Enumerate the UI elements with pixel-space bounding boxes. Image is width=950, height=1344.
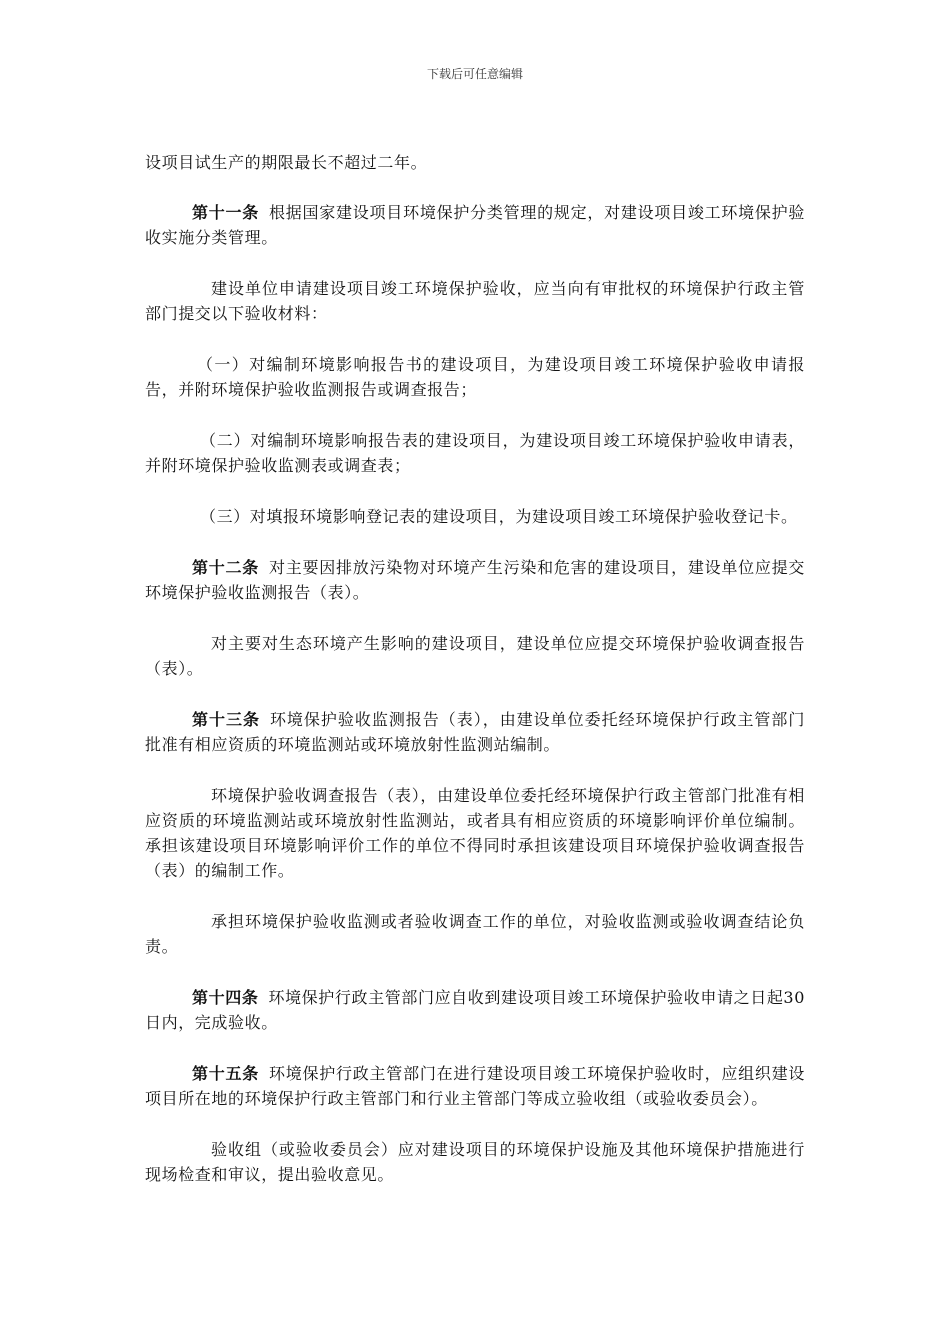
article-14 xyxy=(145,985,805,1035)
paragraph-text: （二）对编制环境影响报告表的建设项目，为建设项目竣工环境保护验收申请表，并附环境保护验收监测表或调查表； xyxy=(145,431,805,475)
paragraph-continuation xyxy=(145,150,805,175)
article-number: 第十四条 xyxy=(192,988,259,1007)
paragraph-text: 设项目试生产的期限最长不超过二年。 xyxy=(145,153,428,172)
article-number: 第十二条 xyxy=(192,558,260,577)
article-number: 第十一条 xyxy=(192,203,260,222)
paragraph-responsibility xyxy=(145,909,805,959)
paragraph-ecology xyxy=(145,631,805,681)
paragraph-text: 环境保护行政主管部门应自收到建设项目竣工环境保护验收申请之日起30日内，完成验收。 xyxy=(145,988,805,1032)
paragraph-application xyxy=(145,276,805,326)
list-item-1 xyxy=(145,352,805,402)
document-body xyxy=(145,150,805,1213)
paragraph-text: 环境保护验收调查报告（表），由建设单位委托经环境保护行政主管部门批准有相应资质的环境监测站或环境放射性监测站，或者具有相应资质的环境影响评价单位编制。承担该建设项目环境影响评价工作的单位不得同时承担该建设项目环境保护验收调查报告（表）的编制工作。 xyxy=(145,786,805,880)
article-number: 第十五条 xyxy=(192,1064,260,1083)
paragraph-text: 建设单位申请建设项目竣工环境保护验收，应当向有审批权的环境保护行政主管部门提交以下验收材料： xyxy=(145,279,805,323)
paragraph-text: 验收组（或验收委员会）应对建设项目的环境保护设施及其他环境保护措施进行现场检查和审议，提出验收意见。 xyxy=(145,1140,805,1184)
paragraph-text: 环境保护行政主管部门在进行建设项目竣工环境保护验收时，应组织建设项目所在地的环境保护行政主管部门和行业主管部门等成立验收组（或验收委员会）。 xyxy=(145,1064,806,1108)
page-header-note: 下载后可任意编辑 xyxy=(426,67,523,81)
article-11 xyxy=(145,200,805,250)
article-12 xyxy=(145,555,805,605)
paragraph-survey-report xyxy=(145,783,805,883)
paragraph-text: 对主要对生态环境产生影响的建设项目，建设单位应提交环境保护验收调查报告（表）。 xyxy=(145,634,805,678)
paragraph-text: 环境保护验收监测报告（表），由建设单位委托经环境保护行政主管部门批准有相应资质的环境监测站或环境放射性监测站编制。 xyxy=(145,710,805,754)
paragraph-inspection xyxy=(145,1137,805,1187)
article-15 xyxy=(145,1061,805,1111)
list-item-2 xyxy=(145,428,805,478)
paragraph-text: （三）对填报环境影响登记表的建设项目，为建设项目竣工环境保护验收登记卡。 xyxy=(200,507,798,526)
list-item-3 xyxy=(145,504,805,529)
paragraph-text: （一）对编制环境影响报告书的建设项目，为建设项目竣工环境保护验收申请报告，并附环境保护验收监测报告或调查报告； xyxy=(145,355,805,399)
paragraph-text: 对主要因排放污染物对环境产生污染和危害的建设项目，建设单位应提交环境保护验收监测报告（表）。 xyxy=(145,558,806,602)
article-13 xyxy=(145,707,805,757)
paragraph-text: 根据国家建设项目环境保护分类管理的规定，对建设项目竣工环境保护验收实施分类管理。 xyxy=(145,203,806,247)
paragraph-text: 承担环境保护验收监测或者验收调查工作的单位，对验收监测或验收调查结论负责。 xyxy=(145,912,805,956)
article-number: 第十三条 xyxy=(192,710,260,729)
